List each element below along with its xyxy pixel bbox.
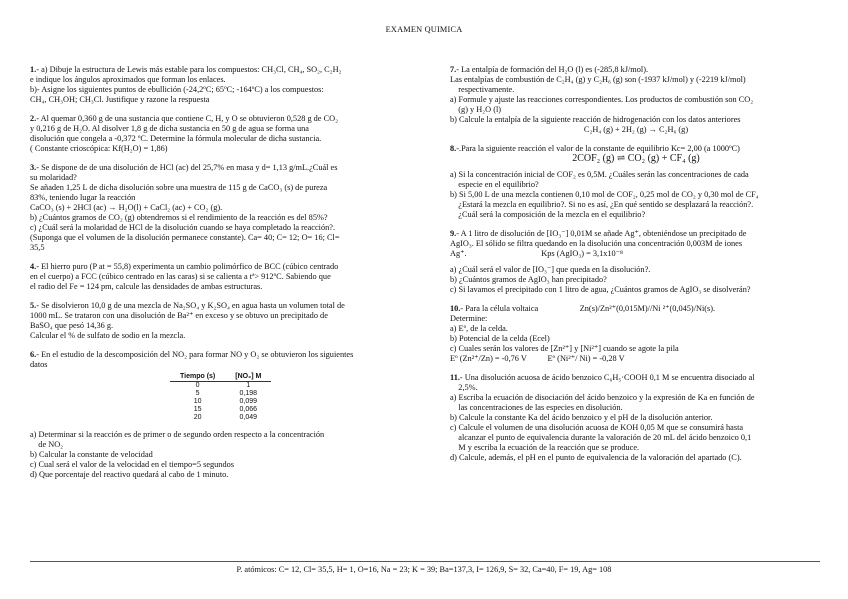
- question-line: - El hierro puro (P at = 55,8) experimenta un cambio polimórfico de BCC (cúbico centrado: [36, 262, 339, 271]
- question-line: ¿Cuál será la composición de la mezcla en el equilibrio?: [450, 210, 646, 219]
- question-line: - a) Dibuje la estructura de Lewis más estable para los compuestos: CH₃Cl, CH₄, SO₂, C₂H₂: [36, 65, 342, 74]
- question-line: M y escriba la ecuación de la reacción que se produce.: [450, 443, 640, 452]
- question-line: - Al quemar 0,360 g de una sustancia que contiene C, H, y O se obtuvieron 0,528 g de CO₂: [36, 114, 338, 123]
- question-line: -.Para la siguiente reacción el valor de la constante de equilibrio Kc= 2,00 (a 1000ºC): [456, 144, 740, 153]
- question-number: 10.: [450, 304, 461, 313]
- question-line: b) Calcule la constante Ka del ácido benzoico y el pH de la disolución anterior.: [450, 413, 713, 422]
- table-cell: 0,099: [239, 398, 258, 405]
- table-row: [170, 382, 271, 391]
- question-line: b) ¿Cuántos gramos de AgIO₃ han precipitado?: [450, 275, 607, 284]
- concentration-table: [170, 373, 271, 422]
- question-line: a) ¿Cuál será el valor de [IO₃⁻] que queda en la disolución?.: [450, 265, 651, 274]
- question-line: respectivamente.: [450, 85, 515, 94]
- question-line: - Se dispone de de una disolución de HCl (ac) del 25,7% en masa y d= 1,13 g/mL.¿Cuál es: [36, 163, 338, 172]
- question-line: datos: [30, 360, 48, 369]
- question-line: c) Cual será el valor de la velocidad en el tiempo=5 segundos: [30, 460, 234, 469]
- exam-title: EXAMEN QUIMICA: [385, 25, 463, 34]
- question-number: 6.: [30, 350, 37, 359]
- question-line: a) Formule y ajuste las reacciones correspondientes. Los productos de combustión son CO₂: [450, 95, 754, 104]
- question-5: [30, 301, 405, 341]
- question-line: b)- Asigne los siguientes puntos de ebullición (-24,2ºC; 65ºC; -164ºC) a los compuestos:: [30, 85, 324, 94]
- question-line: b) Potencial de la celda (Ecel): [450, 334, 550, 343]
- atomic-weights-footer: P. atómicos: C= 12, Cl= 35,5, H= 1, O=16, Na = 23; K = 39; Ba=137,3, I= 126,9, S= 32, Ca=40, F= 19, Ag= 108: [236, 565, 612, 574]
- left-column: [30, 65, 405, 489]
- question-line: su molaridad?: [30, 173, 77, 182]
- question-line: BaSO₄ que pesó 14,36 g.: [30, 321, 114, 330]
- question-number: 9.: [450, 229, 457, 238]
- question-line: b) Si 5,00 L de una mezcla contienen 0,10 mol de COF₂, 0,25 mol de CO₂ y 0,30 mol de CF₄: [450, 190, 759, 199]
- question-line: las concentraciones de las especies en disolución.: [450, 403, 623, 412]
- question-line: a) Eº, de la celda.: [450, 324, 508, 333]
- question-line: c) Si lavamos el precipitado con 1 litro de agua, ¿Cuántos gramos de AgIO₃ se disolverán?: [450, 285, 751, 294]
- table-cell: 10: [193, 398, 202, 405]
- question-line: y 0,216 g de H₂O. Al disolver 1,8 g de dicha sustancia en 50 g de agua se forma una: [30, 124, 309, 133]
- question-number: 1.: [30, 65, 37, 74]
- table-cell: 0,049: [239, 414, 258, 421]
- question-7: [450, 65, 822, 135]
- question-line: alcanzar el punto de equivalencia durante la valoración de 20 mL del ácido benzoico 0,1: [450, 433, 752, 442]
- question-line: d) Que porcentaje del reactivo quedará al cabo de 1 minuto.: [30, 470, 229, 479]
- equilibrium-equation: 2COF₂ (g) ⇌ CO₂ (g) + CF₄ (g): [572, 153, 700, 164]
- question-line: 35,5: [30, 243, 45, 252]
- question-line: 1000 mL. Se trataron con una disolución de Ba²⁺ en exceso y se obtuvo un precipitado de: [30, 311, 328, 320]
- question-line: 2,5%.: [450, 383, 478, 392]
- table-cell: 0,198: [239, 390, 258, 397]
- question-number: 8.: [450, 144, 457, 153]
- hydrogenation-equation: C₂H₄ (g) + 2H₂ (g) → C₂H₆ (g): [583, 125, 689, 134]
- question-line: c) Calcule el volumen de una disolución acuosa de KOH 0,05 M que se consumirá hasta: [450, 423, 744, 432]
- question-number: 7.: [450, 65, 457, 74]
- question-line: a) Escriba la ecuación de disociación del ácido benzoico y la expresión de Ka en función de: [450, 393, 755, 402]
- table-cell: 0,066: [239, 406, 258, 413]
- question-line: 83%, teniendo lugar la reacción: [30, 193, 136, 202]
- question-line: b) Calcular la constante de velocidad: [30, 450, 153, 459]
- question-3: [30, 163, 405, 253]
- question-line: ( Constante crioscópica: Kf(H₂O) = 1,86): [30, 144, 168, 153]
- question-number: 5.: [30, 301, 37, 310]
- question-line: AgIO₃. El sólido se filtra quedando en la disolución una concentración 0,003M de iones: [450, 239, 743, 248]
- question-line: el radio del Fe = 124 pm, calcule las densidades de ambas estructuras.: [30, 282, 263, 291]
- question-line: Las entalpías de combustión de C₂H₄ (g) y C₂H₆ (g) son (-1937 kJ/mol) y (-2219 kJ/mol): [450, 75, 746, 84]
- question-8: [450, 144, 822, 220]
- question-line: a) Si la concentración inicial de COF₂ es 0,5M. ¿Cuáles serán las concentraciones de cada: [450, 170, 749, 179]
- table-row: [170, 414, 271, 422]
- question-line: - Para la célula voltaica Zn(s)/Zn²⁺(0,015M)//Ni ²⁺(0,045)/Ni(s).: [460, 304, 716, 313]
- question-line: c) ¿Cuál será la molaridad de HCl de la disolución cuando se haya completado la reacción?.: [30, 223, 336, 232]
- question-number: 2.: [30, 114, 37, 123]
- question-1: [30, 65, 405, 105]
- question-line: CH₄, CH₃OH; CH₃Cl. Justifique y razone la respuesta: [30, 95, 210, 104]
- question-line: a) Determinar si la reacción es de primer o de segundo orden respecto a la concentración: [30, 430, 325, 439]
- question-line: - En el estudio de la descomposición del NO₂ para formar NO y O₂ se obtuvieron los siguientes: [36, 350, 354, 359]
- question-line: Determine:: [450, 314, 488, 323]
- question-line: e indique los ángulos aproximados que forman los enlaces.: [30, 75, 226, 84]
- question-line: (Suponga que el volumen de la disolución permanece constante). Ca= 40; C= 12; O= 16; Cl=: [30, 233, 340, 242]
- question-line: - La entalpía de formación del H₂O (l) es (-285,8 kJ/mol).: [456, 65, 649, 74]
- question-line: especie en el equilibrio?: [450, 180, 539, 189]
- question-line: Eº (Zn²⁺/Zn) = -0,76 V Eº (Ni²⁺/ Ni) = -0,28 V: [450, 354, 625, 363]
- table-cell: 5: [195, 390, 200, 397]
- question-line: d) Calcule, además, el pH en el punto de equivalencia de la valoración del apartado (C).: [450, 453, 742, 462]
- table-row: [170, 406, 271, 414]
- question-10: [450, 304, 822, 364]
- footer-divider: [30, 561, 820, 562]
- question-line: disolución que congela a -0,372 ºC. Determine la fórmula molecular de dicha sustancia.: [30, 134, 322, 143]
- question-line: - Una disolución acuosa de ácido benzoico C₆H₅·COOH 0,1 M se encuentra disociado al: [459, 373, 755, 382]
- question-line: ¿Estará la mezcla en equilibrio?. Si no es así, ¿En qué sentido se desplazará la reacción?.: [450, 200, 754, 209]
- table-row: [170, 398, 271, 406]
- question-6: [30, 350, 405, 480]
- question-4: [30, 262, 405, 292]
- question-2: [30, 114, 405, 154]
- table-cell: 15: [193, 406, 202, 413]
- question-line: b) ¿Cuántos gramos de CO₂ (g) obtendremos si el rendimiento de la reacción es del 85%?: [30, 213, 328, 222]
- question-line: b) Calcule la entalpía de la siguiente reacción de hidrogenación con los datos anteriores: [450, 115, 741, 124]
- table-row: [170, 390, 271, 398]
- question-line: Ag⁺. Kps (AgIO₃) = 3,1x10⁻⁸: [450, 249, 623, 258]
- question-line: Se añaden 1,25 L de dicha disolución sobre una muestra de 115 g de CaCO₃ (s) de pureza: [30, 183, 328, 192]
- table-cell: 1: [246, 382, 251, 389]
- question-number: 3.: [30, 163, 37, 172]
- table-cell: 20: [193, 414, 202, 421]
- table-header: [NO₂] M: [225, 373, 271, 382]
- question-line: c) Cuales serán los valores de [Zn²⁺] y [Ni²⁺] cuando se agote la pila: [450, 344, 679, 353]
- question-line: de NO₂: [30, 440, 64, 449]
- question-number: 4.: [30, 262, 37, 271]
- right-column: [450, 65, 822, 472]
- question-number: 11.: [450, 373, 460, 382]
- question-line: CaCO₃ (s) + 2HCl (ac) → H₂O(l) + CaCl₂ (ac) + CO₂ (g).: [30, 203, 223, 212]
- question-line: en el cuerpo) a FCC (cúbico centrado en las caras) si se calienta a tª> 912ºC. Sabiendo que: [30, 272, 331, 281]
- question-line: - Se disolvieron 10,0 g de una mezcla de Na₂SO₄ y K₂SO₄ en agua hasta un volumen total de: [36, 301, 345, 310]
- question-line: (g) y H₂O (l): [450, 105, 502, 114]
- question-line: Calcular el % de sulfato de sodio en la mezcla.: [30, 331, 186, 340]
- question-11: [450, 373, 822, 463]
- table-header: Tiempo (s): [170, 373, 225, 382]
- question-9: [450, 229, 822, 295]
- question-line: - A 1 litro de disolución de [IO₃⁻] 0,01M se añade Ag⁺, obteniéndose un precipitado de: [456, 229, 747, 238]
- table-cell: 0: [195, 382, 200, 389]
